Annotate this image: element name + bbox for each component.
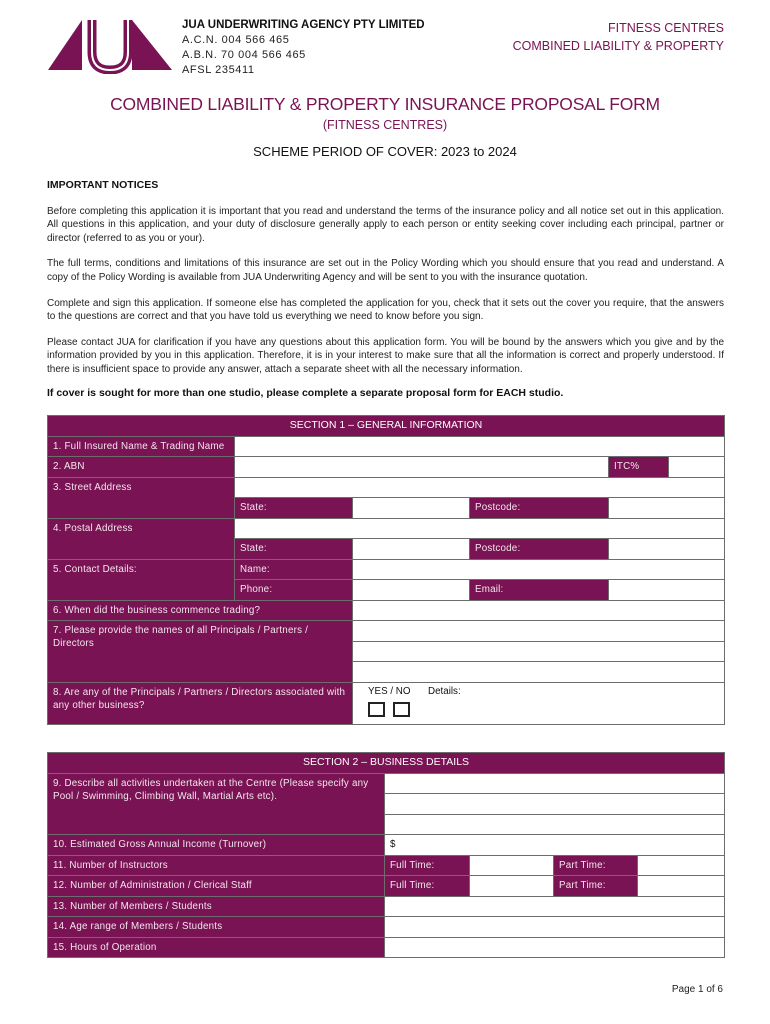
- other-business-cell: [353, 682, 725, 724]
- notice-paragraph-4: Please contact JUA for clarification if you have any questions about this application form. You will be bound by the answers which you give and by the information provided by you in this application. Therefore, it is in your interest to make sure that all the information is correct and properly understood. If there is insufficient space to provide any answer, attach a separate sheet with all the necessary information.: [47, 336, 724, 375]
- header-product: [513, 19, 724, 55]
- activities-field-2[interactable]: [385, 794, 725, 815]
- principals-field-2[interactable]: [353, 641, 725, 662]
- q12-label: 12. Number of Administration / Clerical Staff: [48, 876, 385, 897]
- admin-parttime-label: Part Time:: [554, 876, 638, 897]
- no-checkbox[interactable]: [393, 702, 410, 717]
- notices-heading: IMPORTANT NOTICES: [47, 179, 159, 191]
- q9-label: 9. Describe all activities undertaken at the Centre (Please specify any Pool / Swimming, Climbing Wall, Martial Arts etc).: [48, 773, 385, 835]
- street-postcode-field[interactable]: [609, 498, 725, 519]
- jua-logo: [48, 18, 176, 74]
- details-label: Details:: [428, 685, 461, 697]
- insured-name-field[interactable]: [235, 436, 725, 457]
- members-count-field[interactable]: [385, 896, 725, 917]
- instructors-fulltime-field[interactable]: [470, 855, 554, 876]
- company-afsl: AFSL 235411: [182, 64, 255, 76]
- q11-label: 11. Number of Instructors: [48, 855, 385, 876]
- instructors-parttime-label: Part Time:: [554, 855, 638, 876]
- q14-label: 14. Age range of Members / Students: [48, 917, 385, 938]
- admin-fulltime-field[interactable]: [470, 876, 554, 897]
- q4-label: 4. Postal Address: [48, 518, 235, 559]
- company-acn: A.C.N. 004 566 465: [182, 34, 290, 46]
- itc-field[interactable]: [669, 457, 725, 478]
- postal-postcode-label: Postcode:: [470, 539, 609, 560]
- postal-address-field[interactable]: [235, 518, 725, 539]
- principals-field-1[interactable]: [353, 621, 725, 642]
- contact-phone-field[interactable]: [353, 580, 470, 601]
- age-range-field[interactable]: [385, 917, 725, 938]
- q1-label: 1. Full Insured Name & Trading Name: [48, 436, 235, 457]
- admin-parttime-field[interactable]: [638, 876, 725, 897]
- postal-postcode-field[interactable]: [609, 539, 725, 560]
- admin-fulltime-label: Full Time:: [385, 876, 470, 897]
- notice-paragraph-1: Before completing this application it is important that you read and understand the terms of the insurance policy and all notice set out in this application. All questions in this application, and your duty of disclosure generally apply to each person or entity seeking cover including each principal, partner or director (referred to as you or your).: [47, 205, 724, 244]
- form-subtitle: (FITNESS CENTRES): [322, 118, 448, 132]
- itc-label: ITC%: [609, 457, 669, 478]
- street-postcode-label: Postcode:: [470, 498, 609, 519]
- q13-label: 13. Number of Members / Students: [48, 896, 385, 917]
- street-address-field[interactable]: [235, 477, 725, 498]
- q7-label: 7. Please provide the names of all Principals / Partners / Directors: [48, 621, 353, 683]
- activities-field-3[interactable]: [385, 814, 725, 835]
- page-number: Page 1 of 6: [671, 984, 723, 995]
- section1-table: [47, 415, 725, 725]
- section2-table: [47, 752, 725, 958]
- notice-paragraph-2: The full terms, conditions and limitations of this insurance are set out in the Policy Wording which you should ensure that you read and understand. A copy of the Policy Wording is available from JUA Underwriting Agency and will be sent to you with the insurance quotation.: [47, 258, 724, 283]
- section2-title: SECTION 2 – BUSINESS DETAILS: [48, 753, 725, 774]
- notice-paragraph-3: Complete and sign this application. If someone else has completed the application for you, check that it sets out the cover you require, that the answers to the questions are correct and that you have told us everything we need to know before you sign.: [47, 297, 724, 323]
- q5-label: 5. Contact Details:: [48, 559, 235, 600]
- company-block: [182, 18, 425, 78]
- company-abn: A.B.N. 70 004 566 465: [182, 49, 306, 61]
- street-state-field[interactable]: [353, 498, 470, 519]
- contact-email-field[interactable]: [609, 580, 725, 601]
- instructors-fulltime-label: Full Time:: [385, 855, 470, 876]
- principals-field-3[interactable]: [353, 662, 725, 683]
- q10-label: 10. Estimated Gross Annual Income (Turnover): [48, 835, 385, 856]
- yes-checkbox[interactable]: [368, 702, 385, 717]
- yes-no-label: YES / NO: [368, 685, 411, 697]
- activities-field-1[interactable]: [385, 773, 725, 794]
- important-notices: [47, 179, 724, 412]
- postal-state-field[interactable]: [353, 539, 470, 560]
- postal-state-label: State:: [235, 539, 353, 560]
- scheme-period: SCHEME PERIOD OF COVER: 2023 to 2024: [253, 144, 517, 159]
- company-name: JUA UNDERWRITING AGENCY PTY LIMITED: [182, 19, 425, 31]
- street-state-label: State:: [235, 498, 353, 519]
- header-category: FITNESS CENTRES: [608, 21, 724, 35]
- notice-emphasis: If cover is sought for more than one studio, please complete a separate proposal form for EACH studio.: [47, 386, 564, 399]
- q15-label: 15. Hours of Operation: [48, 937, 385, 958]
- turnover-field[interactable]: [385, 835, 725, 856]
- contact-email-label: Email:: [470, 580, 609, 601]
- q3-label: 3. Street Address: [48, 477, 235, 518]
- q6-label: 6. When did the business commence trading?: [48, 600, 353, 621]
- q2-label: 2. ABN: [48, 457, 235, 478]
- contact-name-field[interactable]: [353, 559, 725, 580]
- dollar-sign: $: [390, 839, 396, 850]
- abn-field[interactable]: [235, 457, 609, 478]
- contact-name-label: Name:: [235, 559, 353, 580]
- commence-trading-field[interactable]: [353, 600, 725, 621]
- header-product-name: COMBINED LIABILITY & PROPERTY: [512, 39, 724, 53]
- form-title: COMBINED LIABILITY & PROPERTY INSURANCE PROPOSAL FORM: [110, 94, 660, 114]
- section1-title: SECTION 1 – GENERAL INFORMATION: [48, 416, 725, 437]
- contact-phone-label: Phone:: [235, 580, 353, 601]
- q8-label: 8. Are any of the Principals / Partners / Directors associated with any other business?: [48, 682, 353, 724]
- hours-field[interactable]: [385, 937, 725, 958]
- instructors-parttime-field[interactable]: [638, 855, 725, 876]
